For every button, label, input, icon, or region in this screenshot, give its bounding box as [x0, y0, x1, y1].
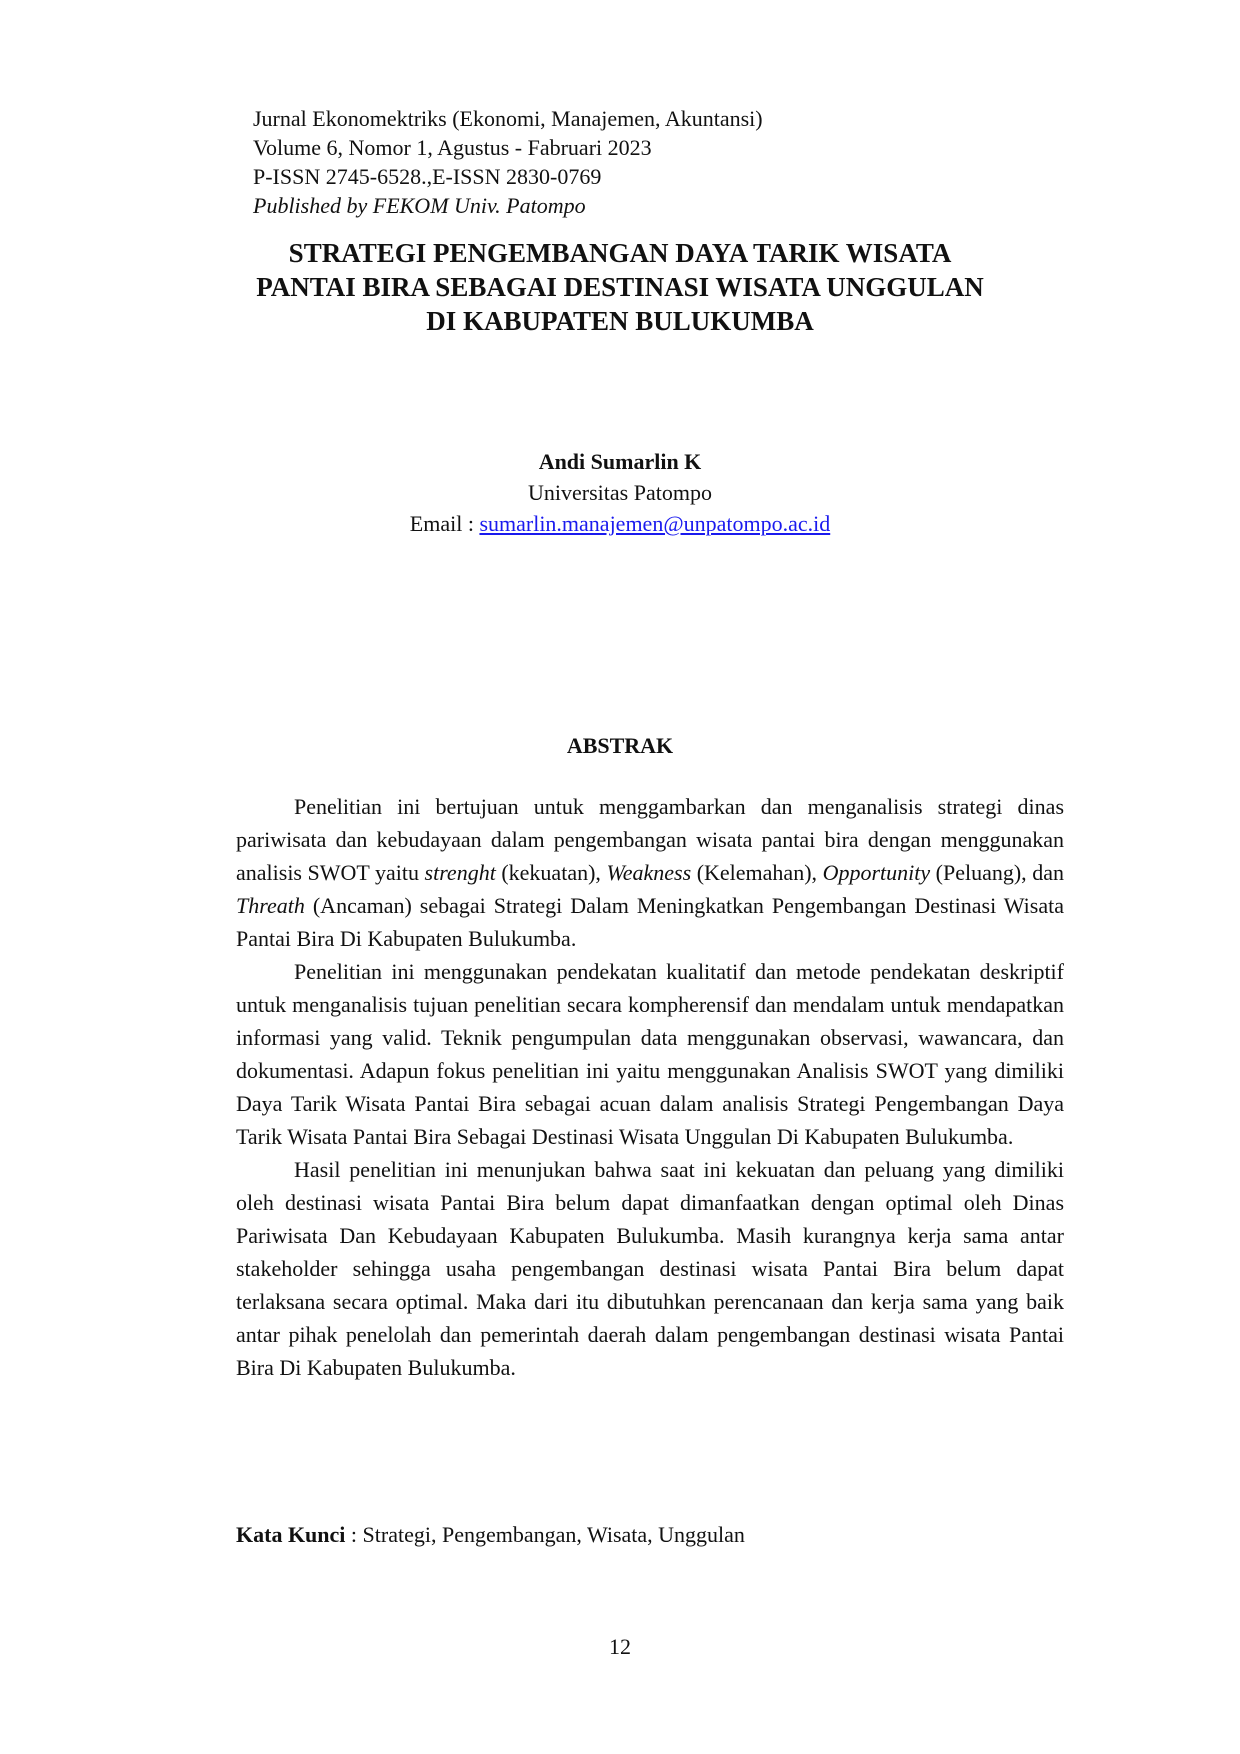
- title-line-1: STRATEGI PENGEMBANGAN DAYA TARIK WISATA: [288, 238, 952, 268]
- author-affiliation: Universitas Patompo: [528, 480, 712, 505]
- email-label: Email :: [409, 511, 474, 536]
- keywords-separator: :: [345, 1522, 363, 1547]
- abstract-paragraph-3: Hasil penelitian ini menunjukan bahwa saat ini kekuatan dan peluang yang dimiliki oleh destinasi wisata Pantai Bira belum dapat dimanfaatkan dengan optimal oleh Dinas Pariwisata Dan Kebudayaan Kabupaten Bulukumba. Masih kurangnya kerja sama antar stakeholder sehingga usaha pengembangan destinasi wisata Pantai Bira belum dapat terlaksana secara optimal. Maka dari itu dibutuhkan perencanaan dan kerja sama yang baik antar pihak penelolah dan pemerintah daerah dalam pengembangan destinasi wisata Pantai Bira Di Kabupaten Bulukumba.: [236, 1157, 1064, 1380]
- p1-text-d: (Peluang), dan: [930, 860, 1064, 885]
- author-email-line: [0, 508, 1240, 539]
- keywords-label: Kata Kunci: [236, 1522, 346, 1547]
- keywords-list: Strategi, Pengembangan, Wisata, Unggulan: [362, 1522, 745, 1547]
- p1-text-a: Penelitian ini bertujuan untuk menggambarkan dan menganalisis strategi dinas pariwisata dan kebudayaan dalam pengembangan wisata pantai bira dengan menggunakan analisis SWOT yaitu: [236, 794, 1064, 885]
- email-link[interactable]: sumarlin.manajemen@unpatompo.ac.id: [479, 511, 831, 536]
- p1-term-threat: Threath: [236, 893, 305, 918]
- title-line-2: PANTAI BIRA SEBAGAI DESTINASI WISATA UNGGULAN: [256, 272, 984, 302]
- paper-title: [0, 236, 1240, 338]
- p1-text-b: (kekuatan),: [495, 860, 607, 885]
- journal-volume: Volume 6, Nomor 1, Agustus - Fabruari 2023: [253, 135, 652, 160]
- abstract-paragraph-2: Penelitian ini menggunakan pendekatan kualitatif dan metode pendekatan deskriptif untuk menganalisis tujuan penelitian secara kompherensif dan mendalam untuk mendapatkan informasi yang valid. Teknik pengumpulan data menggunakan observasi, wawancara, dan dokumentasi. Adapun fokus penelitian ini yaitu menggunakan Analisis SWOT yang dimiliki Daya Tarik Wisata Pantai Bira sebagai acuan dalam analisis Strategi Pengembangan Daya Tarik Wisata Pantai Bira Sebagai Destinasi Wisata Unggulan Di Kabupaten Bulukumba.: [236, 959, 1064, 1149]
- journal-issn: P-ISSN 2745-6528.,E-ISSN 2830-0769: [253, 164, 602, 189]
- abstract-paragraph-1: [236, 790, 1064, 955]
- p1-text-e: (Ancaman) sebagai Strategi Dalam Meningkatkan Pengembangan Destinasi Wisata Pantai Bira Di Kabupaten Bulukumba.: [236, 893, 1064, 951]
- author-name: Andi Sumarlin K: [538, 449, 702, 474]
- p1-term-weakness: Weakness: [606, 860, 692, 885]
- p1-term-strength: strenght: [424, 860, 496, 885]
- keywords: [236, 1522, 745, 1548]
- abstract-heading: ABSTRAK: [566, 733, 674, 758]
- p1-text-c: (Kelemahan),: [691, 860, 823, 885]
- p1-term-opportunity: Opportunity: [822, 860, 931, 885]
- journal-publisher: Published by FEKOM Univ. Patompo: [253, 193, 586, 218]
- abstract-body: [236, 790, 1064, 1384]
- title-line-3: DI KABUPATEN BULUKUMBA: [426, 306, 814, 336]
- journal-name: Jurnal Ekonomektriks (Ekonomi, Manajemen, Akuntansi): [253, 106, 763, 131]
- page-number: 12: [609, 1634, 631, 1659]
- author-block: [0, 446, 1240, 539]
- journal-header: [253, 104, 763, 220]
